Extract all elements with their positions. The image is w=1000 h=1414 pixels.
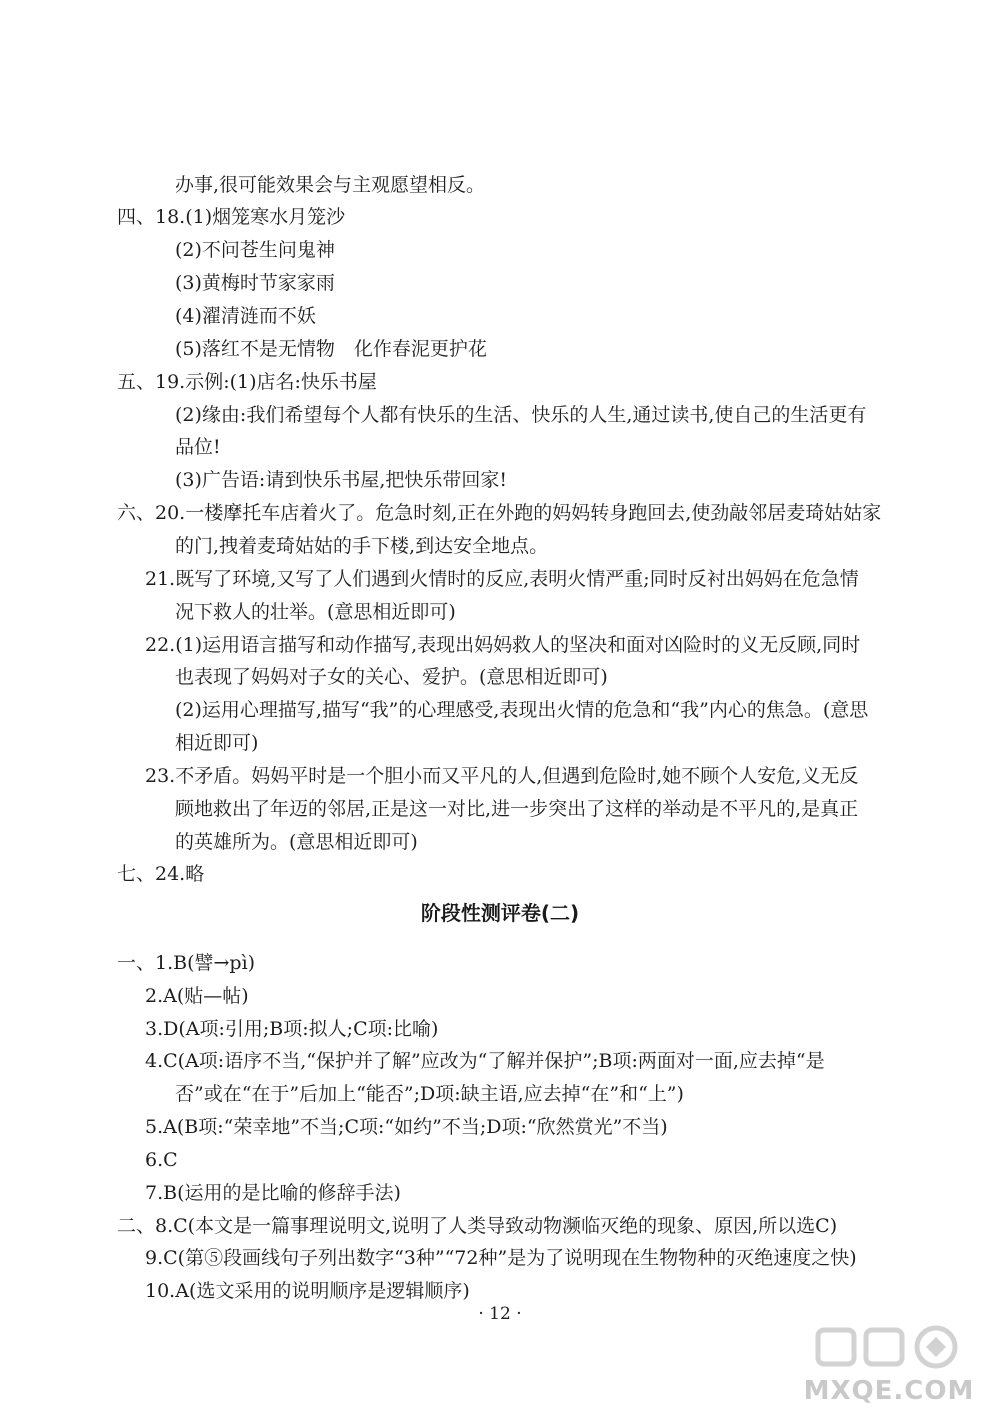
- text-line: 9.C(第⑤段画线句子列出数字“3种”“72种”是为了说明现在生物物种的灭绝速度之快): [145, 1247, 857, 1269]
- text-line: 也表现了妈妈对子女的关心、爱护。(意思相近即可): [175, 666, 608, 688]
- text-line: (3)黄梅时节家家雨: [175, 272, 335, 294]
- text-line: 四、18.(1)烟笼寒水月笼沙: [117, 206, 346, 228]
- text-line: 3.D(A项:引用;B项:拟人;C项:比喻): [145, 1018, 439, 1040]
- text-line: 的门,拽着麦琦姑姑的手下楼,到达安全地点。: [175, 535, 549, 557]
- text-line: 4.C(A项:语序不当,“保护并了解”应改为“了解并保护”;B项:两面对一面,应去掉“是: [145, 1050, 825, 1072]
- text-line: 23.不矛盾。妈妈平时是一个胆小而又平凡的人,但遇到危险时,她不顾个人安危,义无反: [145, 765, 859, 787]
- text-line: 七、24.略: [117, 863, 205, 885]
- watermark-logo: [784, 1322, 994, 1408]
- text-line: 二、8.C(本文是一篇事理说明文,说明了人类导致动物濒临灭绝的现象、原因,所以选C): [117, 1215, 838, 1237]
- page-number: · 12 ·: [478, 1304, 522, 1324]
- text-line: 顾地救出了年迈的邻居,正是这一对比,进一步突出了这样的举动是不平凡的,是真正: [175, 798, 859, 820]
- watermark-text: MXQE.COM: [803, 1376, 975, 1406]
- section-title: 阶段性测评卷(二): [420, 901, 580, 925]
- text-line: 的英雄所为。(意思相近即可): [175, 831, 418, 853]
- text-line: (2)不问苍生问鬼神: [175, 239, 335, 261]
- text-line: 2.A(贴—帖): [145, 985, 249, 1007]
- text-line: 一、1.B(譬→pì): [117, 952, 256, 974]
- text-line: 况下救人的壮举。(意思相近即可): [175, 601, 456, 623]
- text-line: 办事,很可能效果会与主观愿望相反。: [175, 174, 486, 196]
- text-line: 六、20.一楼摩托车店着火了。危急时刻,正在外跑的妈妈转身跑回去,使劲敲邻居麦琦姑姑家: [117, 502, 882, 524]
- text-line: 品位!: [175, 436, 221, 458]
- text-line: (3)广告语:请到快乐书屋,把快乐带回家!: [175, 469, 507, 491]
- text-line: 相近即可): [175, 732, 259, 754]
- text-line: 22.(1)运用语言描写和动作描写,表现出妈妈救人的坚决和面对凶险时的义无反顾,同时: [145, 634, 861, 656]
- text-line: (4)濯清涟而不妖: [175, 305, 316, 327]
- text-line: 7.B(运用的是比喻的修辞手法): [145, 1182, 401, 1204]
- text-line: (2)运用心理描写,描写“我”的心理感受,表现出火情的危急和“我”内心的焦急。(意思: [175, 699, 869, 721]
- text-line: 5.A(B项:“荣幸地”不当;C项:“如约”不当;D项:“欣然赏光”不当): [145, 1116, 668, 1138]
- text-line: 6.C: [145, 1149, 178, 1171]
- text-line: 10.A(选文采用的说明顺序是逻辑顺序): [145, 1280, 470, 1302]
- text-line: 五、19.示例:(1)店名:快乐书屋: [117, 371, 377, 393]
- text-line: (2)缘由:我们希望每个人都有快乐的生活、快乐的人生,通过读书,使自己的生活更有: [175, 404, 867, 426]
- text-line: 否”或在“在于”后加上“能否”;D项:缺主语,应去掉“在”和“上”): [175, 1083, 684, 1105]
- text-line: (5)落红不是无情物 化作春泥更护花: [175, 338, 487, 360]
- text-line: 21.既写了环境,又写了人们遇到火情时的反应,表明火情严重;同时反衬出妈妈在危急情: [145, 568, 859, 590]
- watermark-mark-icon: [814, 1322, 964, 1372]
